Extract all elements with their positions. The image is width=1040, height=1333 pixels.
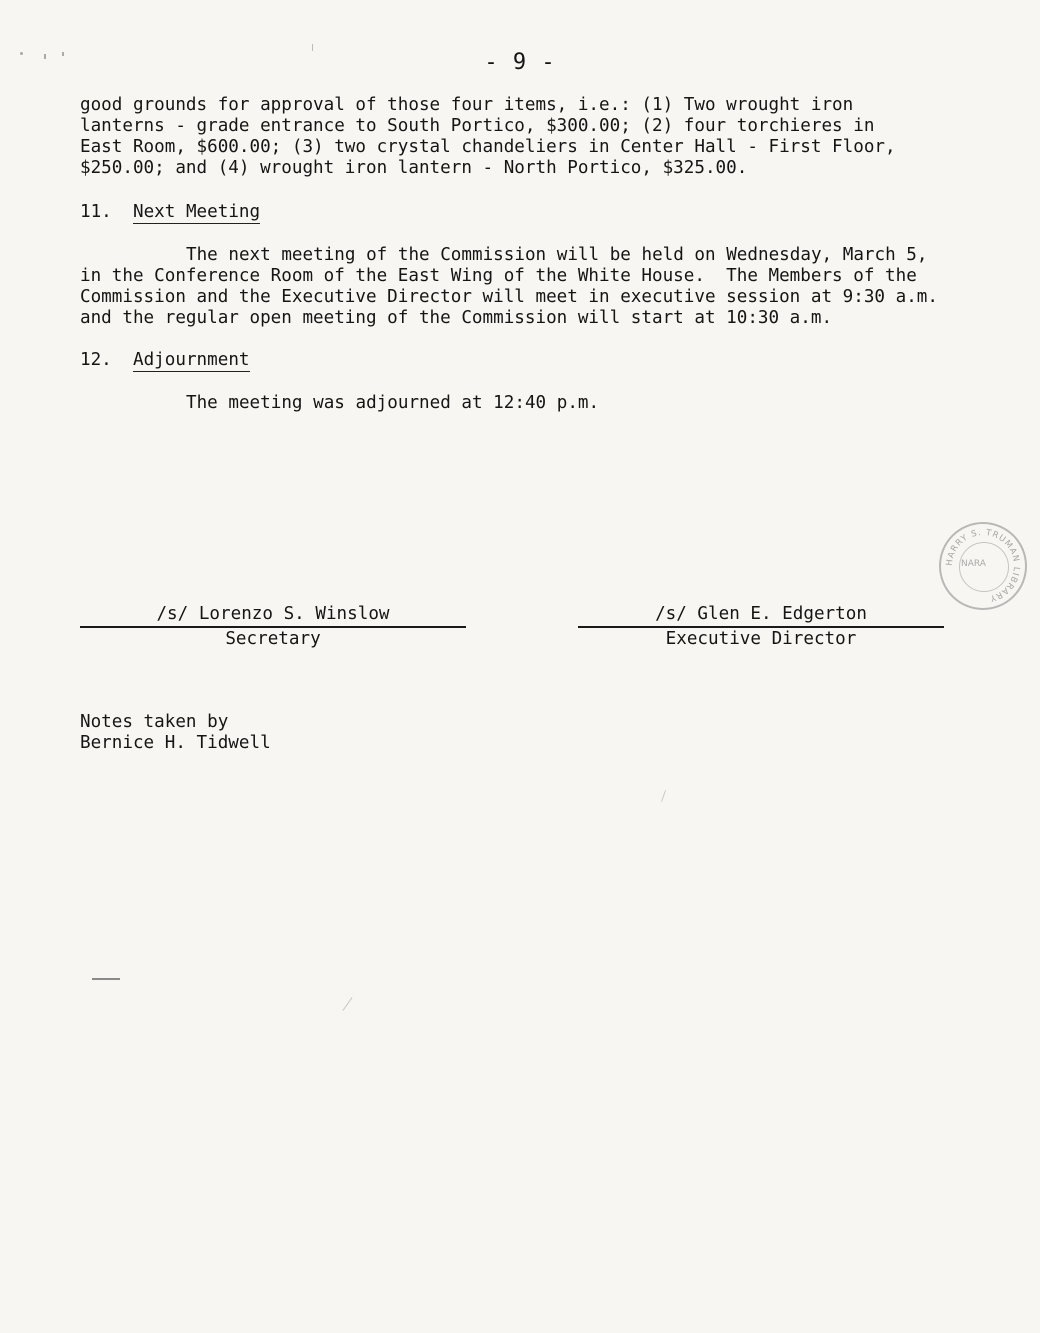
notes-line-2: Bernice H. Tidwell (80, 733, 271, 753)
section-11-line-1: The next meeting of the Commission will be held on Wednesday, March 5, (186, 245, 928, 265)
scan-mark (343, 997, 353, 1011)
page-number: - 9 - (484, 50, 556, 75)
section-12-title: Adjournment (133, 350, 250, 370)
intro-line-3: East Room, $600.00; (3) two crystal chandeliers in Center Hall - First Floor, (80, 137, 896, 157)
scan-mark (92, 978, 120, 980)
signature-executive-director (578, 604, 944, 650)
stamp-ring-text: HARRY S. TRUMAN LIBRARY (944, 527, 1022, 604)
intro-line-1: good grounds for approval of those four items, i.e.: (1) Two wrought iron (80, 95, 854, 115)
intro-line-2: lanterns - grade entrance to South Portico, $300.00; (2) four torchieres in (80, 116, 875, 136)
scan-mark (661, 790, 666, 802)
section-11-line-2: in the Conference Room of the East Wing of the White House. The Members of the (80, 266, 917, 286)
section-11-number: 11. (80, 202, 112, 222)
notes-line-1: Notes taken by (80, 712, 229, 732)
section-12-number: 12. (80, 350, 112, 370)
scan-mark (312, 44, 313, 51)
scan-mark (62, 52, 64, 56)
section-11-title: Next Meeting (133, 202, 261, 222)
scan-mark (44, 54, 46, 59)
scan-mark (20, 52, 23, 55)
signature-secretary (80, 604, 466, 650)
section-11-line-3: Commission and the Executive Director will meet in executive session at 9:30 a.m. (80, 287, 938, 307)
signature-name: /s/ Lorenzo S. Winslow (80, 604, 466, 628)
section-12-text: The meeting was adjourned at 12:40 p.m. (186, 393, 600, 413)
section-11-line-4: and the regular open meeting of the Commission will start at 10:30 a.m. (80, 308, 833, 328)
library-stamp (939, 522, 1027, 610)
signature-name: /s/ Glen E. Edgerton (578, 604, 944, 628)
intro-line-4: $250.00; and (4) wrought iron lantern - North Portico, $325.00. (80, 158, 748, 178)
signature-title: Executive Director (665, 629, 857, 649)
signature-title: Secretary (225, 629, 321, 649)
stamp-center-text: NARA (961, 559, 986, 569)
